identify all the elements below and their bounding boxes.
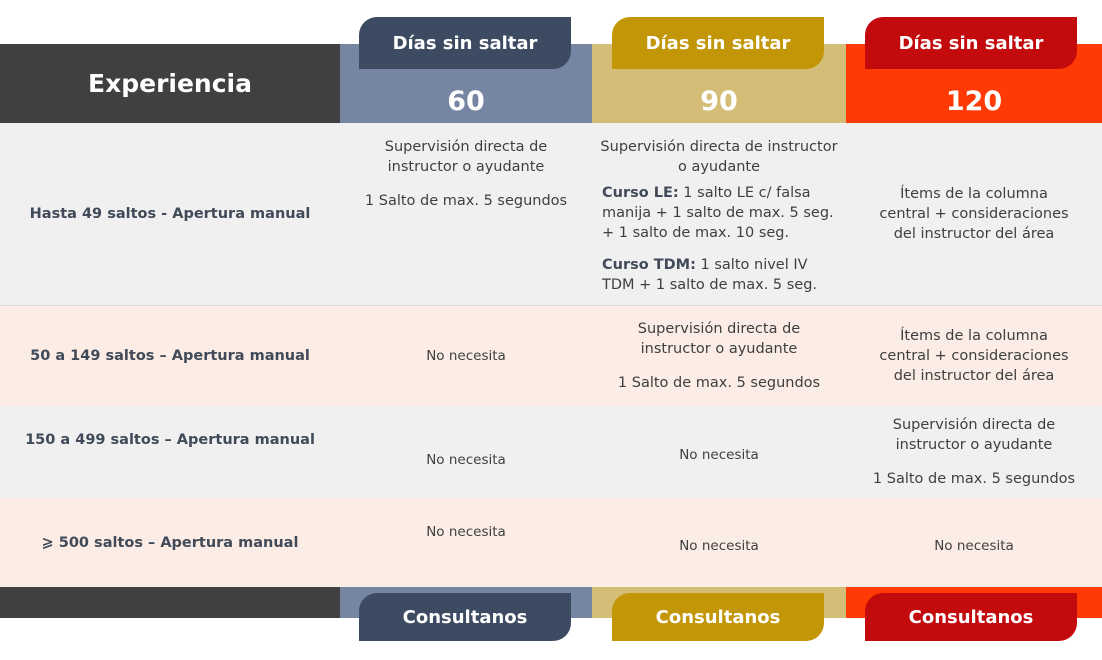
row-label-text: 150 a 499 saltos – Apertura manual [25,432,315,448]
tab-dias-sin-saltar-60 [359,17,571,69]
curso-le-title: Curso LE: [602,185,679,201]
row-label [0,123,340,305]
row-label [0,306,340,406]
cell-120 [846,406,1102,498]
experience-label: Experiencia [88,69,252,98]
curso-tdm-text: 1 salto nivel IV TDM + 1 salto de max. 5 seg. [602,257,818,293]
consultanos-button-90[interactable]: Consultanos [612,593,824,641]
cell-120 [846,123,1102,305]
cell-60 [340,123,592,305]
row-label-text: 50 a 149 saltos – Apertura manual [30,348,310,364]
cell-90 [592,123,846,305]
row-label-text: ⩾ 500 saltos – Apertura manual [41,534,299,551]
table-row-150-499 [0,406,1102,498]
cell-text: 1 Salto de max. 5 segundos [617,375,821,391]
tab-dias-sin-saltar-120 [865,17,1077,69]
cell-text: No necesita [679,447,759,463]
row-label [0,406,340,498]
tab-label: Días sin saltar [392,32,538,54]
cell-90 [592,498,846,587]
cell-text: No necesita [426,348,506,364]
cell-60 [340,498,592,587]
cell-text: 1 Salto de max. 5 segundos [872,471,1076,487]
tab-label: Días sin saltar [898,32,1044,54]
table-row-50-149 [0,306,1102,406]
cell-text: Supervisión directa de instructor o ayudante [384,139,548,175]
cell-60 [340,406,592,498]
consultanos-button-60[interactable]: Consultanos [359,593,571,641]
cell-text: Supervisión directa de instructor o ayudante [637,321,801,357]
cell-text: Supervisión directa de instructor o ayudante [892,417,1056,453]
curso-tdm-title: Curso TDM: [602,257,696,273]
cell-90 [592,406,846,498]
cell-text: No necesita [679,537,759,554]
cell-text: Ítems de la columna central + consideraciones del instructor del área [879,186,1069,242]
cell-text: Ítems de la columna central + consideraciones del instructor del área [879,328,1069,384]
table-row-500-plus [0,498,1102,587]
table-row-hasta-49 [0,123,1102,306]
cell-90 [592,306,846,406]
experience-header [0,44,340,123]
footer-band-dark [0,587,340,618]
curso-tdm-block [600,255,838,295]
tab-dias-sin-saltar-90 [612,17,824,69]
cell-120 [846,306,1102,406]
cell-text: No necesita [426,524,506,540]
curso-le-text: 1 salto LE c/ falsa manija + 1 salto de max. 5 seg. + 1 salto de max. 10 seg. [602,185,834,241]
consultanos-button-120[interactable]: Consultanos [865,593,1077,641]
column-value-90: 90 [700,86,738,117]
tab-label: Días sin saltar [645,32,791,54]
curso-le-block [600,183,838,243]
column-value-120: 120 [945,86,1003,117]
cell-text: No necesita [934,537,1014,554]
cell-text: 1 Salto de max. 5 segundos [364,193,568,209]
cell-60 [340,306,592,406]
cell-120 [846,498,1102,587]
row-label-text: Hasta 49 saltos - Apertura manual [29,206,311,222]
row-label [0,498,340,587]
column-value-60: 60 [447,86,485,117]
cell-text: Supervisión directa de instructor o ayudante [600,139,838,175]
cell-text: No necesita [426,452,506,468]
